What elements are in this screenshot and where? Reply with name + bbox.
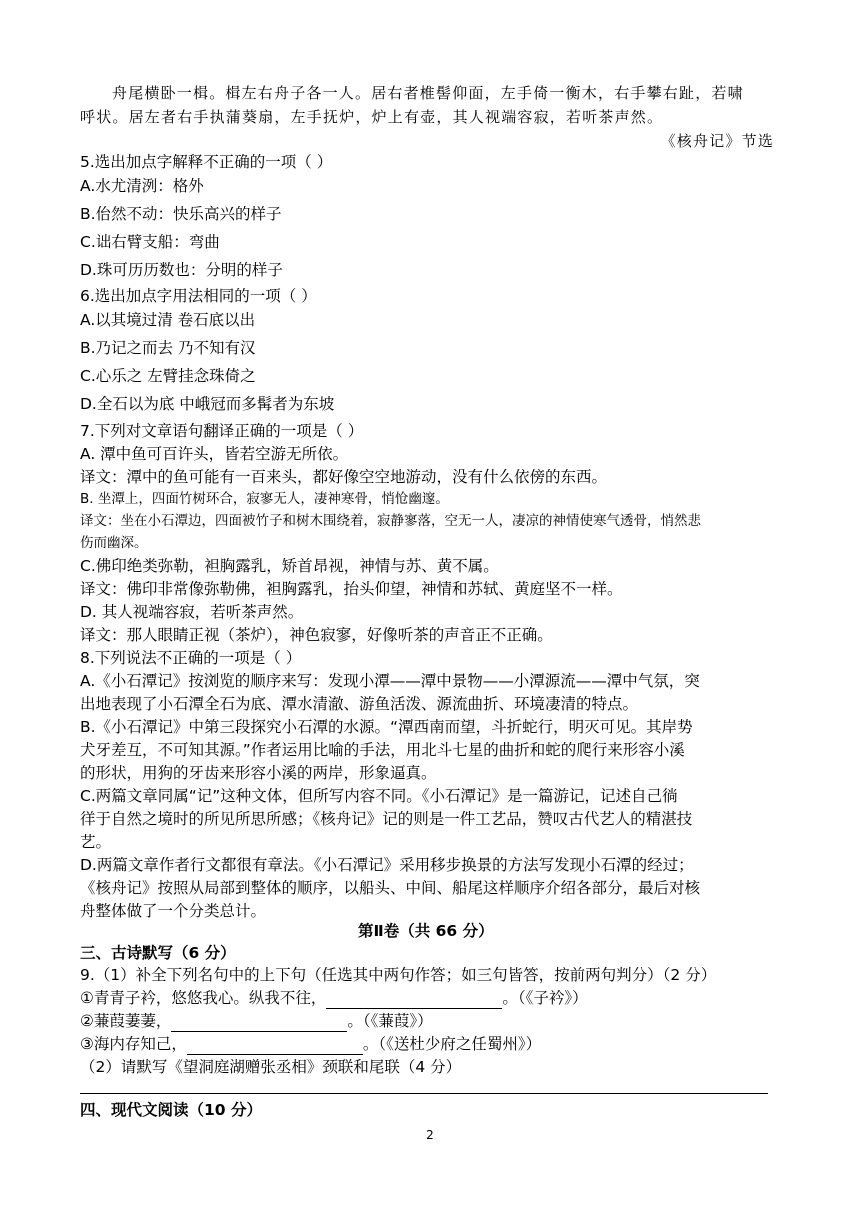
q7-option-b-translation-2: 伤而幽深。 bbox=[80, 535, 148, 551]
q8-option-b-line-1: B.《小石潭记》中第三段探究小石潭的水源。“潭西南而望，斗折蛇行，明灭可见。其岸势 bbox=[80, 718, 693, 736]
q7-option-d-translation: 译文：那人眼睛正视（茶炉），神色寂寥，好像听茶的声音正不正确。 bbox=[80, 626, 553, 644]
q5-option-b: B.佁然不动：快乐高兴的样子 bbox=[80, 205, 282, 223]
passage-source: 《核舟记》节选 bbox=[660, 132, 774, 150]
answer-blank-3[interactable] bbox=[187, 1038, 363, 1055]
q9-item-2-suffix: 。（《蒹葭》） bbox=[347, 1012, 433, 1030]
q6-option-d: D.全石以为底 中峨冠而多髯者为东坡 bbox=[80, 395, 335, 413]
q8-option-a-line-1: A.《小石潭记》按浏览的顺序来写：发现小潭——潭中景物——小潭源流——潭中气氛，突 bbox=[80, 672, 700, 690]
q9-item-1-suffix: 。（《子衿》） bbox=[502, 989, 588, 1007]
q7-option-b-translation-1: 译文：坐在小石潭边，四面被竹子和树木围绕着，寂静寥落，空无一人，凄凉的神情使寒气透骨，悄然悲 bbox=[80, 513, 701, 529]
q7-option-c-translation: 译文：佛印非常像弥勒佛，袒胸露乳，抬头仰望，神情和苏轼、黄庭坚不一样。 bbox=[80, 580, 623, 598]
q8-option-b-line-2: 犬牙差互，不可知其源。”作者运用比喻的手法，用北斗七星的曲折和蛇的爬行来形容小溪 bbox=[80, 741, 685, 759]
q6-option-a: A.以其境过清 卷石底以出 bbox=[80, 311, 256, 329]
q8-option-c-line-2: 徉于自然之境时的所见所思所感；《核舟记》记的则是一件工艺品，赞叹古代艺人的精湛技 bbox=[80, 810, 693, 828]
q8-option-d-line-1: D.两篇文章作者行文都很有章法。《小石潭记》采用移步换景的方法写发现小石潭的经过； bbox=[80, 856, 694, 874]
q9-item-3-prefix: ③海内存知己， bbox=[80, 1035, 187, 1053]
q5-option-c: C.诎右臂支船：弯曲 bbox=[80, 233, 220, 251]
answer-blank-2[interactable] bbox=[171, 1015, 347, 1032]
q5-stem: 5.选出加点字解释不正确的一项（ ） bbox=[80, 153, 333, 171]
q7-option-c: C.佛印绝类弥勒，袒胸露乳，矫首昂视，神情与苏、黄不属。 bbox=[80, 557, 499, 575]
q5-option-d: D.珠可历历数也：分明的样子 bbox=[80, 261, 283, 279]
q9-item-1 bbox=[80, 987, 588, 1009]
answer-blank-1[interactable] bbox=[326, 992, 502, 1009]
q5-option-a: A.水尤清洌：格外 bbox=[80, 177, 204, 195]
page-number: 2 bbox=[426, 1128, 434, 1142]
q9-part-2: （2）请默写《望洞庭湖赠张丞相》颈联和尾联（4 分） bbox=[80, 1058, 462, 1076]
passage-line-1: 舟尾横卧一楫。楫左右舟子各一人。居右者椎髻仰面，左手倚一衡木，右手攀右趾，若啸 bbox=[112, 84, 744, 102]
q8-option-a-line-2: 出地表现了小石潭全石为底、潭水清澈、游鱼活泼、源流曲折、环境凄清的特点。 bbox=[80, 695, 639, 713]
q7-option-d: D. 其人视端容寂，若听茶声然。 bbox=[80, 603, 304, 621]
q8-option-d-line-3: 舟整体做了一个分类总计。 bbox=[80, 902, 267, 920]
section-4-title: 四、现代文阅读（10 分） bbox=[80, 1101, 262, 1119]
q9-item-1-prefix: ①青青子衿，悠悠我心。纵我不往， bbox=[80, 989, 327, 1007]
q9-item-3-suffix: 。（《送杜少府之任蜀州》） bbox=[362, 1035, 542, 1053]
q8-option-d-line-2: 《核舟记》按照从局部到整体的顺序，以船头、中间、船尾这样顺序介绍各部分，最后对核 bbox=[80, 879, 701, 897]
q9-item-3 bbox=[80, 1033, 541, 1055]
q9-item-2 bbox=[80, 1010, 433, 1032]
q6-option-b: B.乃记之而去 乃不知有汉 bbox=[80, 339, 256, 357]
q9-item-2-prefix: ②蒹葭萋萋， bbox=[80, 1012, 172, 1030]
q7-option-a: A. 潭中鱼可百许头，皆若空游无所依。 bbox=[80, 445, 349, 463]
section-3-title: 三、古诗默写（6 分） bbox=[80, 944, 236, 962]
q8-stem: 8.下列说法不正确的一项是（ ） bbox=[80, 649, 302, 667]
q7-option-a-translation: 译文：潭中的鱼可能有一百来头，都好像空空地游动，没有什么依傍的东西。 bbox=[80, 468, 608, 486]
passage-line-2: 呼状。居左者右手执蒲葵扇，左手抚炉，炉上有壶，其人视端容寂，若听茶声然。 bbox=[80, 108, 664, 126]
q6-stem: 6.选出加点字用法相同的一项（ ） bbox=[80, 287, 317, 305]
q6-option-c: C.心乐之 左臂挂念珠倚之 bbox=[80, 367, 256, 385]
q9-stem: 9.（1）补全下列名句中的上下句（任选其中两句作答；如三句皆答，按前两句判分）（2 分） bbox=[80, 966, 717, 984]
part-2-title: 第Ⅱ卷（共 66 分） bbox=[358, 922, 494, 940]
q7-stem: 7.下列对文章语句翻译正确的一项是（ ） bbox=[80, 422, 364, 440]
q8-option-b-line-3: 的形状，用狗的牙齿来形容小溪的两岸，形象逼真。 bbox=[80, 764, 437, 782]
q8-option-c-line-3: 艺。 bbox=[80, 833, 112, 851]
q7-option-b: B. 坐潭上，四面竹树环合，寂寥无人，凄神寒骨，悄怆幽邃。 bbox=[80, 491, 449, 507]
answer-line[interactable] bbox=[80, 1093, 768, 1094]
q8-option-c-line-1: C.两篇文章同属“记”这种文体，但所写内容不同。《小石潭记》是一篇游记，记述自己徜 bbox=[80, 787, 678, 805]
